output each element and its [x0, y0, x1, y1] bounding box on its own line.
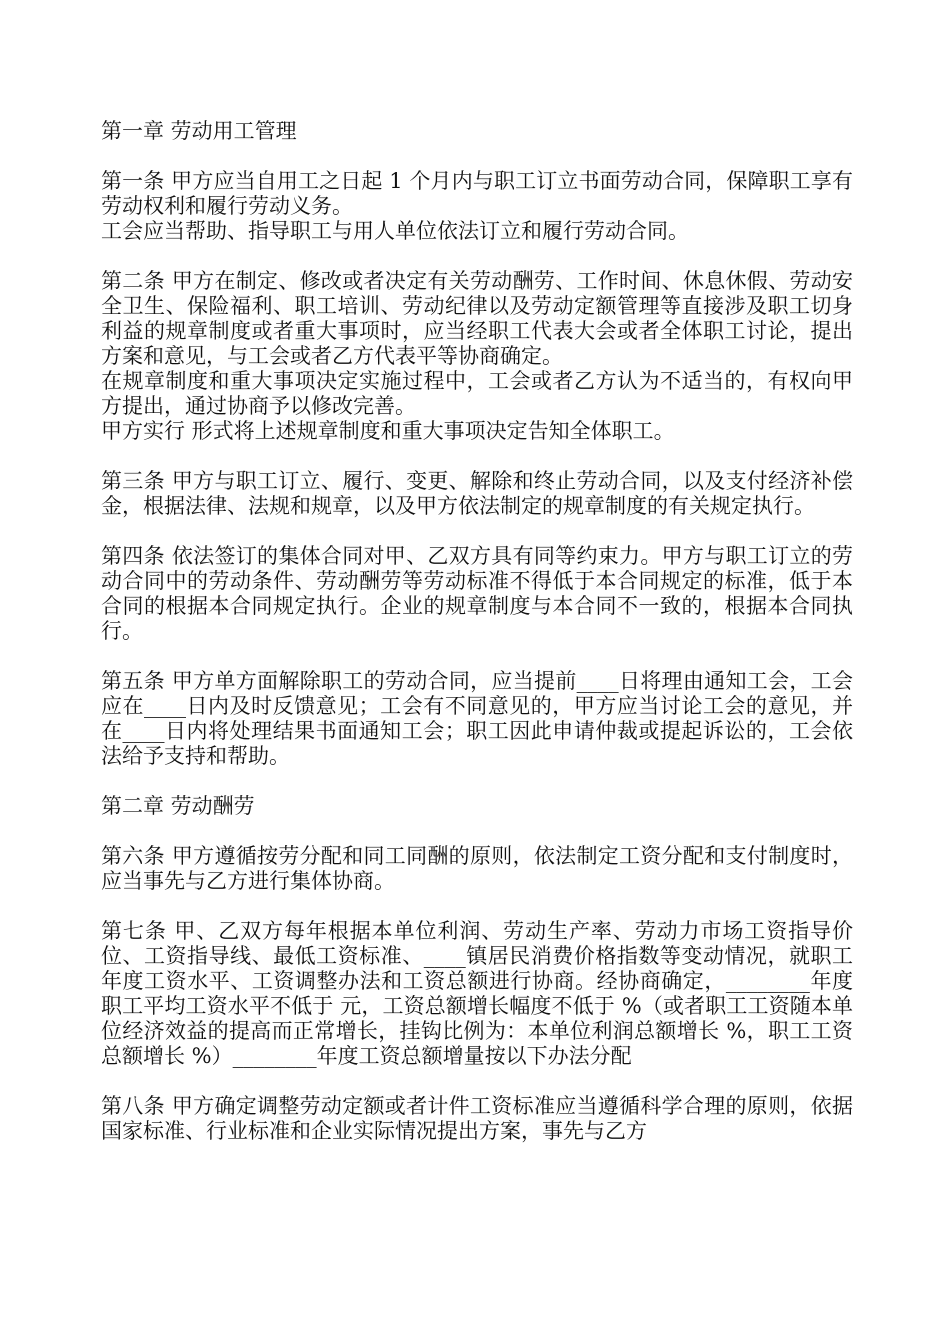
paragraph-gap	[101, 894, 853, 919]
paragraph-gap	[101, 144, 853, 169]
paragraph-gap	[101, 644, 853, 669]
paragraph-gap	[101, 769, 853, 794]
paragraph-gap	[101, 244, 853, 269]
article-6: 第六条 甲方遵循按劳分配和同工同酬的原则，依法制定工资分配和支付制度时，应当事先与乙方进行集体协商。	[101, 844, 853, 893]
article-3: 第三条 甲方与职工订立、履行、变更、解除和终止劳动合同，以及支付经济补偿金，根据法律、法规和规章，以及甲方依法制定的规章制度的有关规定执行。	[101, 469, 853, 518]
article-8: 第八条 甲方确定调整劳动定额或者计件工资标准应当遵循科学合理的原则，依据国家标准、行业标准和企业实际情况提出方案，事先与乙方	[101, 1094, 853, 1143]
article-2-paragraph-3: 甲方实行 形式将上述规章制度和重大事项决定告知全体职工。	[101, 419, 675, 443]
article-5: 第五条 甲方单方面解除职工的劳动合同，应当提前____日将理由通知工会，工会应在____日内及时反馈意见；工会有不同意见的，甲方应当讨论工会的意见，并在____日内将处理结果书面通知工会；职工因此申请仲裁或提起诉讼的，工会依法给予支持和帮助。	[101, 669, 853, 768]
document-body	[101, 119, 853, 1144]
paragraph-gap	[101, 1069, 853, 1094]
article-2-paragraph-2: 在规章制度和重大事项决定实施过程中，工会或者乙方认为不适当的，有权向甲方提出，通过协商予以修改完善。	[101, 369, 853, 418]
paragraph-gap	[101, 519, 853, 544]
article-1-paragraph-1: 第一条 甲方应当自用工之日起 1 个月内与职工订立书面劳动合同，保障职工享有劳动权利和履行劳动义务。	[101, 169, 853, 218]
article-2-paragraph-1: 第二条 甲方在制定、修改或者决定有关劳动酬劳、工作时间、休息休假、劳动安全卫生、保险福利、职工培训、劳动纪律以及劳动定额管理等直接涉及职工切身利益的规章制度或者重大事项时，应当经职工代表大会或者全体职工讨论，提出方案和意见，与工会或者乙方代表平等协商确定。	[101, 269, 853, 368]
chapter-heading-2: 第二章 劳动酬劳	[101, 794, 255, 818]
paragraph-gap	[101, 819, 853, 844]
paragraph-gap	[101, 444, 853, 469]
article-1-paragraph-2: 工会应当帮助、指导职工与用人单位依法订立和履行劳动合同。	[101, 219, 689, 243]
chapter-heading-1: 第一章 劳动用工管理	[101, 119, 297, 143]
article-7: 第七条 甲、乙双方每年根据本单位利润、劳动生产率、劳动力市场工资指导价位、工资指导线、最低工资标准、____镇居民消费价格指数等变动情况，就职工年度工资水平、工资调整办法和工资总额进行协商。经协商确定，________年度职工平均工资水平不低于 元，工资总额增长幅度不低于 %（或者职工工资随本单位经济效益的提高而正常增长，挂钩比例为：本单位利润总额增长 %，职工工资总额增长 %）________年度工资总额增量按以下办法分配	[101, 919, 853, 1068]
article-4: 第四条 依法签订的集体合同对甲、乙双方具有同等约束力。甲方与职工订立的劳动合同中的劳动条件、劳动酬劳等劳动标准不得低于本合同规定的标准，低于本合同的根据本合同规定执行。企业的规章制度与本合同不一致的，根据本合同执行。	[101, 544, 853, 643]
